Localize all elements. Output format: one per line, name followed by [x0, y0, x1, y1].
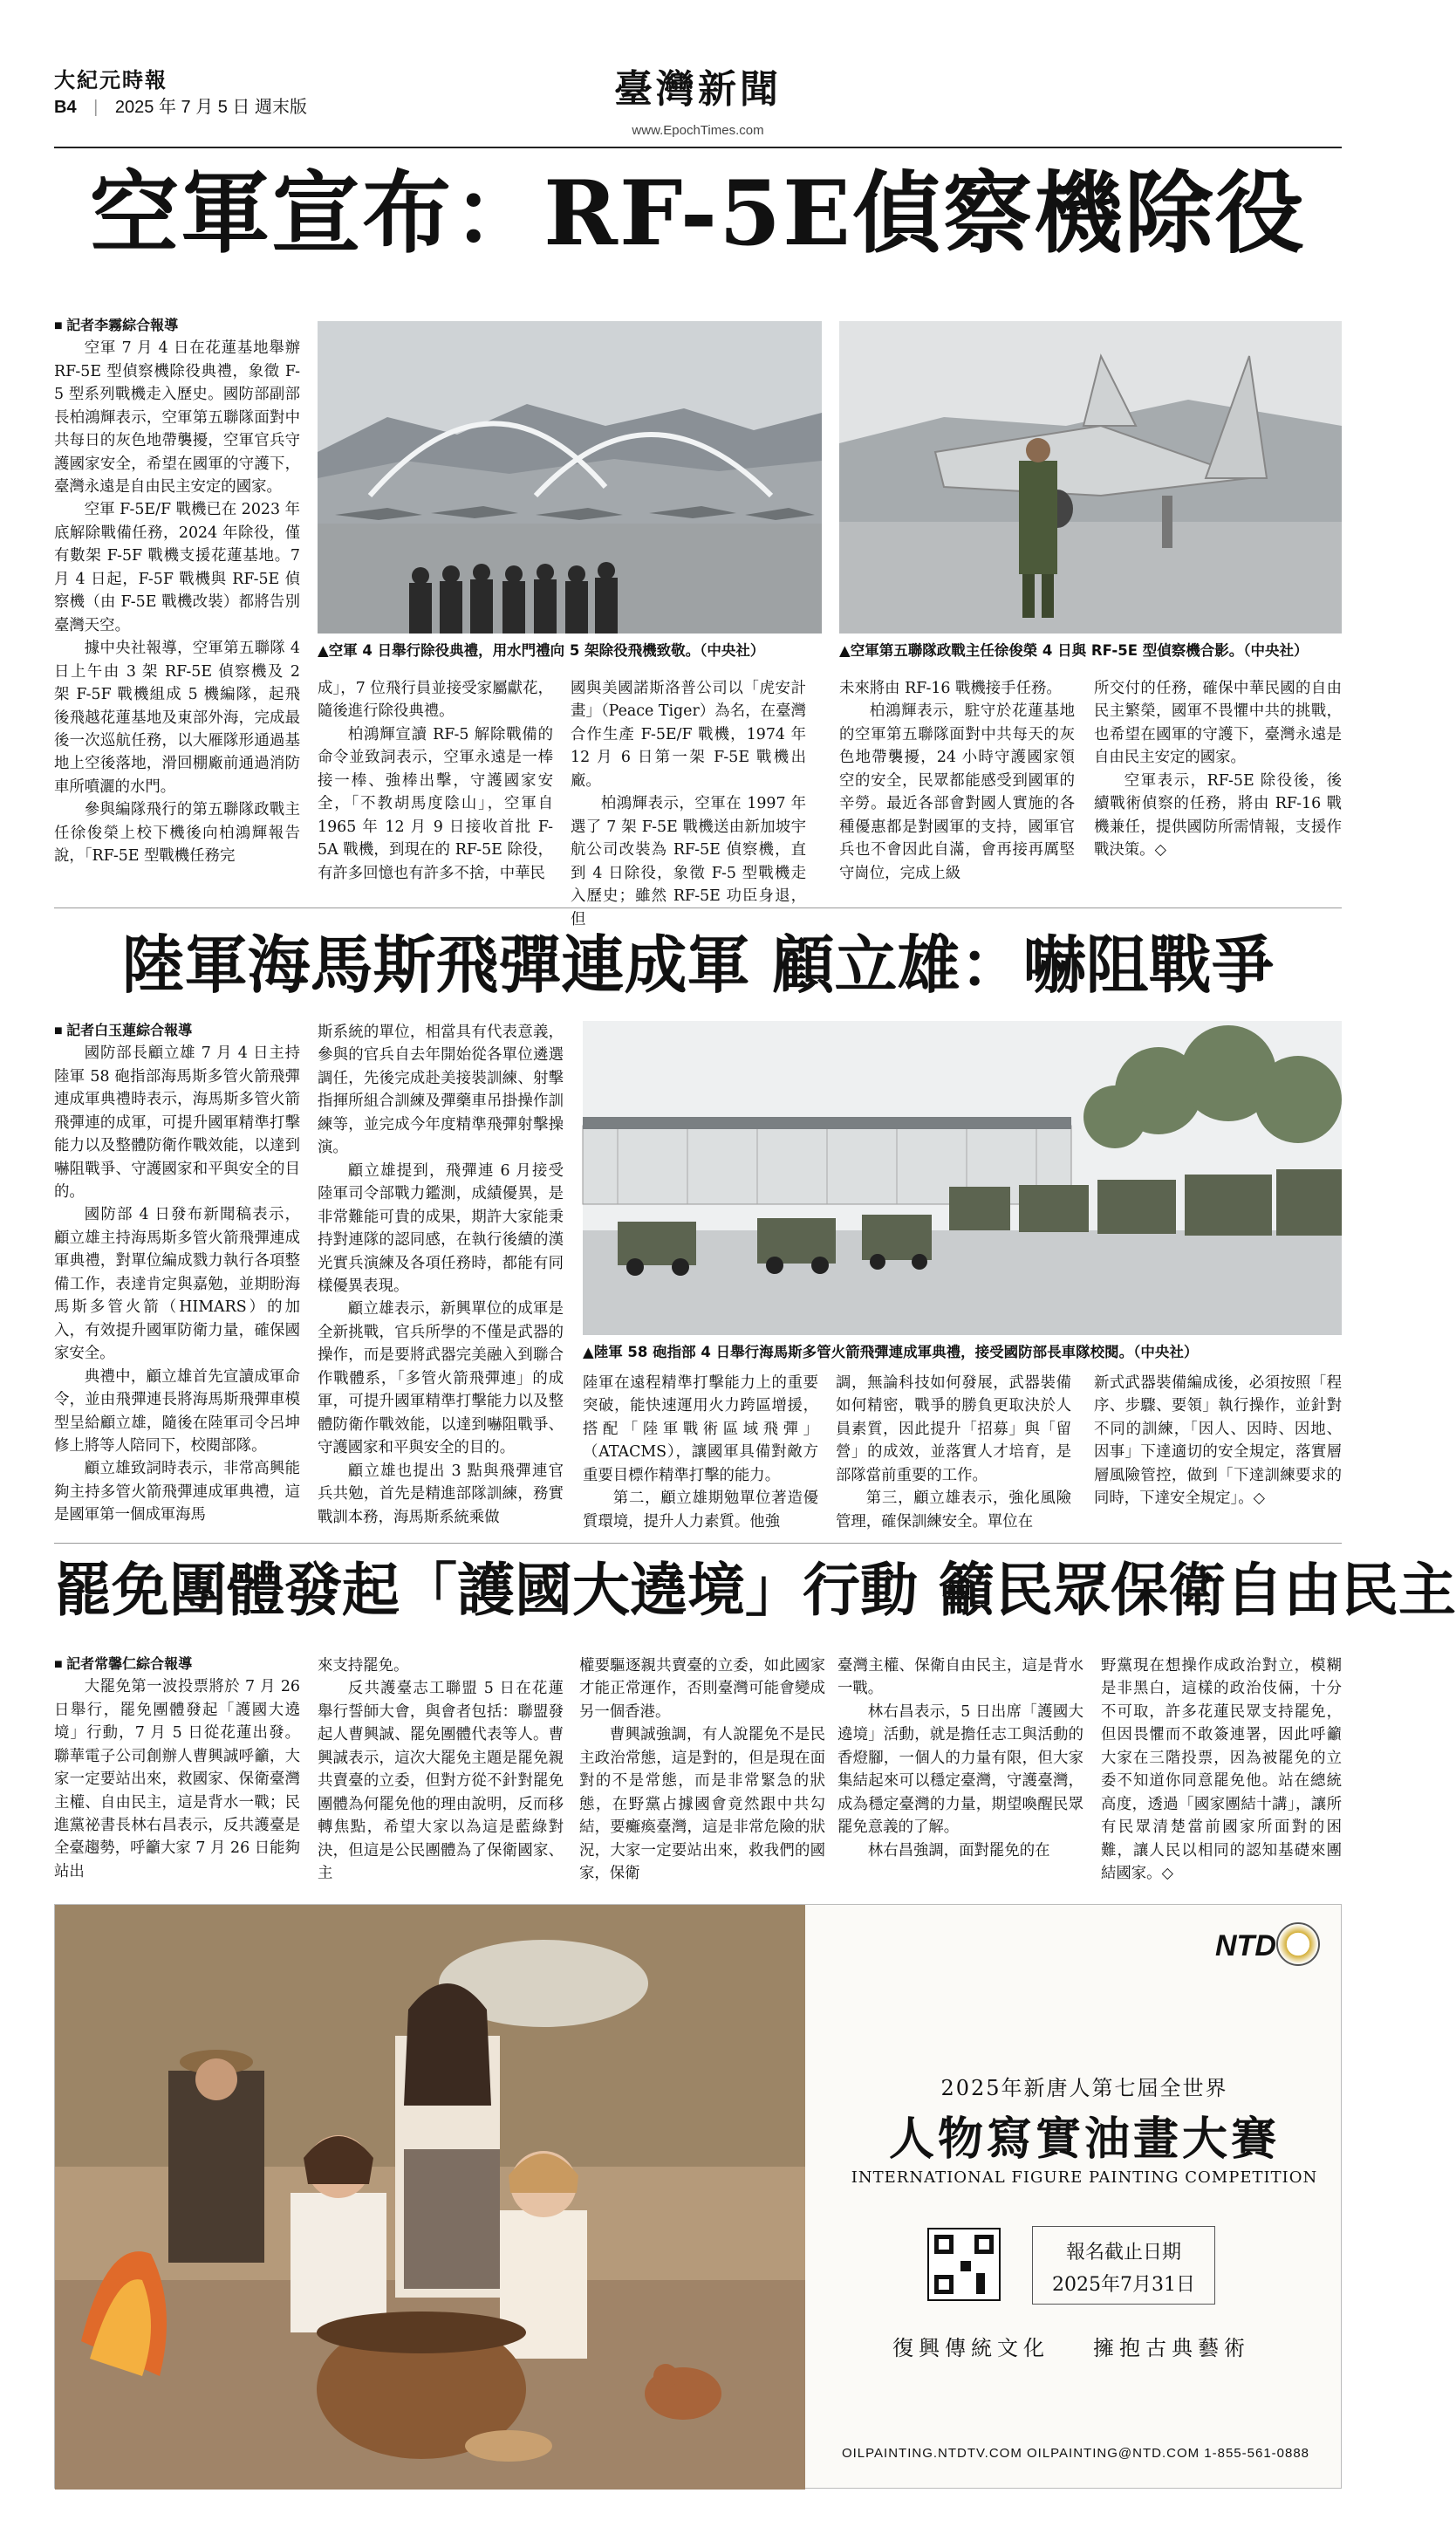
paragraph: 據中央社報導，空軍第五聯隊 4 日上午由 3 架 RF-5E 偵察機及 2 架 F-5F 戰機組成 5 機編隊，起飛後飛越花蓮基地及東部外海，完成最後一次巡航任務，以大雁隊形通過基地上空後落地，滑回棚廠前通過消防車所噴灑的水門。	[54, 640, 300, 796]
paragraph: 第三，顧立雄表示，強化風險管理，確保訓練安全。單位在	[836, 1490, 1071, 1531]
article2-col3	[583, 1372, 818, 1538]
ad-slogan-right: 擁抱古典藝術	[1093, 2336, 1250, 2360]
article2-byline: ■ 記者白玉蓮綜合報導	[54, 1024, 193, 1038]
article1-col3	[571, 677, 806, 928]
deadline-label: 報名截止日期	[1065, 2242, 1181, 2264]
article2-caption: ▲陸軍 58 砲指部 4 日舉行海馬斯多管火箭飛彈連成軍典禮，接受國防部長車隊校閱。（中央社）	[583, 1344, 1199, 1360]
paragraph: 大罷免第一波投票將於 7 月 26 日舉行，罷免團體發起「護國大遶境」行動，7 月 5 日從花蓮出發。聯華電子公司創辦人曹興誠呼籲，大家一定要站出來，救國家、保衛臺灣主權、自由民主，這是背水一戰；民進黨祕書長林右昌表示，反共護臺是全臺趨勢，呼籲大家 7 月 26 日能夠站出	[54, 1678, 300, 1880]
paragraph: 國防部長顧立雄 7 月 4 日主持陸軍 58 砲指部海馬斯多管火箭飛彈連成軍典禮時表示，海馬斯多管火箭飛彈連的成軍，可提升國軍精準打擊能力以及整體防衛作戰效能，以達到嚇阻戰爭、守護國家和平與安全的目的。	[54, 1044, 300, 1202]
article1-col4	[839, 677, 1075, 887]
article3-headline: 罷免團體發起「護國大遶境」行動 籲民眾保衛自由民主	[54, 1556, 1456, 1624]
paragraph: 第二，顧立雄期勉單位著造優質環境，提升人力素質。他強	[583, 1490, 818, 1531]
photo-pilot-jet	[839, 321, 1342, 634]
deadline-date: 2025年7月31日	[1052, 2274, 1195, 2296]
paragraph: 典禮中，顧立雄首先宣讀成軍命令，並由飛彈連長將海馬斯飛彈車模型呈給顧立雄，隨後在陸軍司令呂坤修上將等人陪同下，校閱部隊。	[54, 1367, 300, 1455]
divider: |	[93, 98, 99, 117]
oil-painting-image	[55, 1905, 805, 2490]
paragraph: 反共護臺志工聯盟 5 日在花蓮舉行誓師大會，與會者包括：聯盟發起人曹興誠、罷免團體代表等人。曹興誠表示，這次大罷免主題是罷免親共賣臺的立委，但對方從不針對罷免團體為何罷免他的理由說明，反而移轉焦點，希望大家以為這是藍綠對決，但這是公民團體為了保衛國家、主	[318, 1680, 564, 1883]
article1-col1	[54, 316, 300, 909]
issue-date: 2025 年 7 月 5 日 週末版	[114, 98, 307, 117]
article1-col2	[318, 677, 553, 887]
article1-col5	[1094, 677, 1342, 887]
paragraph: 顧立雄也提出 3 點與飛彈連官兵共勉，首先是精進部隊訓練，務實戰訓本務，海馬斯系統乘做	[318, 1462, 564, 1526]
article2-col2	[318, 1021, 564, 1536]
paragraph: 林右昌表示，5 日出席「護國大遶境」活動，就是擔任志工與活動的香燈腳，一個人的力量有限，但大家集結起來可以穩定臺灣，守護臺灣，成為穩定臺灣的力量，期望喚醒民眾罷免意義的了解。	[837, 1702, 1083, 1837]
paragraph: 柏鴻輝表示，駐守於花蓮基地的空軍第五聯隊面對中共每天的灰色地帶襲擾，24 小時守護國家領空的安全，民眾都能感受到國軍的辛勞。最近各部會對國人實施的各種優惠都是對國軍的支持，國軍官兵也不會因此自滿，會再接再厲堅守崗位，完成上級	[839, 702, 1075, 882]
site-url: www.EpochTimes.com	[632, 123, 764, 138]
paragraph: 所交付的任務，確保中華民國的自由民主繁榮，國軍不畏懼中共的挑戰，也希望在國軍的守護下，臺灣永遠是自由民主安定的國家。	[1094, 680, 1342, 767]
ad-english-title: INTERNATIONAL FIGURE PAINTING COMPETITION	[851, 2168, 1318, 2187]
paragraph: 來支持罷免。	[318, 1657, 409, 1675]
paragraph: 顧立雄致詞時表示，非常高興能夠主持多管火箭飛彈連成軍典禮，這是國軍第一個成軍海馬	[54, 1460, 300, 1524]
ad-title: 人物寫實油畫大賽	[888, 2113, 1280, 2166]
paragraph: 顧立雄表示，新興單位的成軍是全新挑戰，官兵所學的不僅是武器的操作，而是要將武器完美融入到聯合作戰體系，「多管火箭飛彈連」的成軍，可提升國軍精準打擊能力以及整體防衛作戰效能，以達到嚇阻戰爭、守護國家和平與安全的目的。	[318, 1300, 564, 1457]
article3-byline: ■ 記者常馨仁綜合報導	[54, 1657, 193, 1672]
ad-slogan-left: 復興傳統文化	[892, 2336, 1049, 2360]
paragraph: 新式武器裝備編成後，必須按照「程序、步驟、要領」執行操作，並針對不同的訓練，「因人、因時、因地、因事」下達適切的安全規定，落實層層風險管控，做到「下達訓練要求的同時，下達安全規定」。◇	[1094, 1374, 1342, 1508]
ntd-logo: NTD	[1215, 1929, 1276, 1962]
paragraph: 調，無論科技如何發展，武器裝備如何精密，戰爭的勝負更取決於人員素質，因此提升「招募」與「留營」的成效，並落實人才培育，是部隊當前重要的工作。	[836, 1374, 1071, 1484]
paragraph: 權要驅逐親共賣臺的立委，如此國家才能正常運作，否則臺灣可能會變成另一個香港。	[579, 1657, 825, 1721]
qr-code-icon[interactable]	[927, 2228, 1001, 2301]
page-number: B4	[54, 98, 77, 117]
paragraph: 國與美國諾斯洛普公司以「虎安計畫」（Peace Tiger）為名，在臺灣合作生產 F-5E/F 戰機，1974 年 12 月 6 日第一架 F-5E 戰機出廠。	[571, 680, 806, 790]
article2-headline: 陸軍海馬斯飛彈連成軍 顧立雄：嚇阻戰爭	[121, 928, 1275, 1002]
ntd-emblem-icon	[1276, 1922, 1320, 1966]
paragraph: 曹興誠強調，有人說罷免不是民主政治常態，這是對的，但是現在面對的不是常態，而是非常緊急的狀態，在野黨占據國會竟然跟中共勾結，要癱瘓臺灣，這是非常危險的狀況，大家一定要站出來，救我們的國家，保衛	[579, 1726, 825, 1883]
photo-himars-parade	[583, 1021, 1342, 1335]
paragraph: 斯系統的單位，相當具有代表意義，參與的官兵自去年開始從各單位遴選調任，先後完成赴美接裝訓練、射擊指揮所組合訓練及彈藥車吊掛操作訓練等，並完成今年度精準飛彈射擊操演。	[318, 1024, 564, 1157]
paragraph: 柏鴻輝宣讀 RF-5 解除戰備的命令並致詞表示，空軍永遠是一棒接一棒、強棒出擊，守護國家安全，「不教胡馬度陰山」，空軍自 1965 年 12 月 9 日接收首批 F-5A 戰機，到現在的 RF-5E 除役，有許多回憶也有許多不捨，中華民	[318, 725, 553, 882]
article3-col5	[1101, 1654, 1342, 1890]
article3-col1	[54, 1654, 300, 1890]
article2-col5	[1094, 1372, 1342, 1538]
section-title: 臺灣新聞	[614, 67, 782, 112]
paragraph: 成」，7 位飛行員並接受家屬獻花，隨後進行除役典禮。	[318, 680, 553, 721]
paragraph: 國防部 4 日發布新聞稿表示，顧立雄主持海馬斯多管火箭飛彈連成軍典禮，對單位編成戮力執行各項整備工作，表達肯定與嘉勉，並期盼海馬斯多管火箭（HIMARS）的加入，有效提升國軍防衛力量，確保國家安全。	[54, 1206, 300, 1363]
paragraph: 柏鴻輝表示，空軍在 1997 年選了 7 架 F-5E 戰機送由新加坡宇航公司改裝為 RF-5E 偵察機，直到 4 日除役，象徵 F-5 型戰機走入歷史；雖然 RF-5E 功臣身退，但	[571, 795, 806, 928]
paragraph: 空軍 7 月 4 日在花蓮基地舉辦 RF-5E 型偵察機除役典禮，象徵 F-5 型系列戰機走入歷史。國防部副部長柏鴻輝表示，空軍第五聯隊面對中共每日的灰色地帶襲擾，空軍官兵守護國家安全，希望在國軍的守護下，臺灣永遠是自由民主安定的國家。	[54, 339, 300, 497]
paragraph: 未來將由 RF-16 戰機接手任務。	[839, 680, 1062, 697]
article3-col4	[837, 1654, 1083, 1890]
paragraph: 陸軍在遠程精準打擊能力上的重要突破，能快速運用火力跨區增援，搭配「陸軍戰術區域飛彈」（ATACMS），讓國軍具備對敵方重要目標作精準打擊的能力。	[583, 1374, 818, 1484]
paragraph: 林右昌強調，面對罷免的在	[867, 1841, 1050, 1860]
article2-col4	[836, 1372, 1071, 1538]
article-separator	[54, 1543, 1342, 1544]
ad-contact[interactable]: OILPAINTING.NTDTV.COM OILPAINTING@NTD.COM 1-855-561-0888	[841, 2446, 1310, 2461]
masthead-rule	[54, 147, 1342, 148]
paragraph: 空軍 F-5E/F 戰機已在 2023 年底解除戰備任務，2024 年除役，僅有數架 F-5F 戰機支援花蓮基地。7 月 4 日起，F-5F 戰機與 RF-5E 偵察機（由 F-5E 戰機改裝）都將告別臺灣天空。	[54, 501, 300, 634]
deadline-box	[1032, 2226, 1215, 2305]
article3-col2	[318, 1654, 564, 1890]
paragraph: 野黨現在想操作成政治對立，模糊是非黑白，這樣的政治伎倆，十分不可取，許多花蓮民眾支持罷免，但因畏懼而不敢簽連署，因此呼籲大家在三階投票，因為被罷免的立委不知道你同意罷免他。站在總統高度，透過「國家團結十講」，讓所有民眾清楚當前國家所面對的困難，讓人民以相同的認知基礎來團結國家。◇	[1101, 1657, 1342, 1883]
paragraph: 參與編隊飛行的第五聯隊政戰主任徐俊榮上校下機後向柏鴻輝報告說，「RF-5E 型戰機任務完	[54, 801, 300, 866]
article2-col1	[54, 1021, 300, 1536]
masthead-logo: 大紀元時報	[54, 67, 167, 92]
article1-headline: 空軍宣布：RF-5E偵察機除役	[90, 161, 1306, 266]
article3-col3	[579, 1654, 825, 1890]
advertisement[interactable]	[54, 1904, 1342, 2489]
article1-caption2: ▲空軍第五聯隊政戰主任徐俊榮 4 日與 RF-5E 型偵察機合影。（中央社）	[839, 642, 1309, 659]
ad-subtitle: 2025年新唐人第七屆全世界	[940, 2076, 1228, 2100]
photo-water-salute	[318, 321, 822, 634]
article1-caption1: ▲空軍 4 日舉行除役典禮，用水門禮向 5 架除役飛機致敬。（中央社）	[318, 642, 765, 659]
paragraph: 空軍表示，RF-5E 除役後，後續戰術偵察的任務，將由 RF-16 戰機兼任，提供國防所需情報，支援作戰決策。◇	[1094, 771, 1342, 860]
article1-byline: ■ 記者李霧綜合報導	[54, 318, 179, 333]
paragraph: 顧立雄提到，飛彈連 6 月接受陸軍司令部戰力鑑測，成績優異，是非常難能可貴的成果，期許大家能秉持對連隊的認同感，在執行後續的漢光實兵演練及各項任務時，都能有同樣優異表現。	[318, 1161, 564, 1295]
paragraph: 臺灣主權、保衛自由民主，這是背水一戰。	[837, 1657, 1083, 1698]
